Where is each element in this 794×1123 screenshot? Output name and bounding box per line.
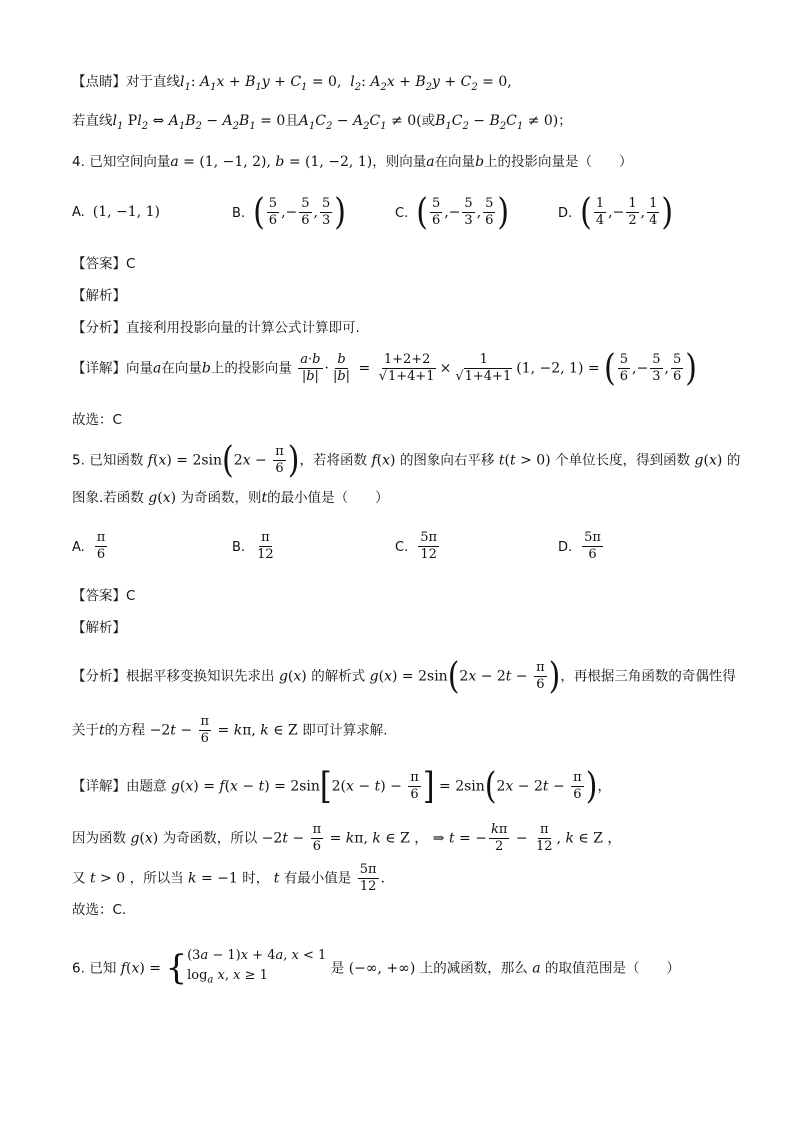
q5-stem-2: 图象.若函数 g(x) 为奇函数，则t的最小值是（ ）	[72, 490, 389, 506]
q4-answer: 【答案】C	[72, 256, 136, 272]
tip-label: 【点睛】	[72, 74, 126, 90]
q4-choice: 故选：C	[72, 412, 122, 428]
q4-detail: 【详解】向量a在向量b上的投影向量 $\frac{a\cdot b}{|b|}$ · $\frac{b}{|b|}$ = $\frac{1+2+2}{√1+4+1}$ × $\frac{1}{√1+4+1}$ (1, −2, 1) = ( $\frac{5}{6}$ ,− $\frac{5}{3}$ , $\frac{5}{6}$ )	[72, 346, 697, 389]
q5-stem-1: 5. 已知函数 f(x) = 2sin(2x − $\frac{\pi}{6}$ )，若将函数 f(x) 的图象向右平移 t(t > 0) 个单位长度，得到函数 g(x) 的	[72, 438, 741, 481]
q4-analysis-label: 【解析】	[72, 288, 126, 304]
q6-stem: 6. 已知 f(x) = { (3a − 1)x + 4a, x < 1 $\log_a x$, x ≥ 1 是 (−∞, +∞) 上的减函数，那么 a 的取值范围是（ ）	[72, 948, 681, 989]
q5-option-b[interactable]: B. $\frac{\pi}{12}$	[232, 530, 274, 562]
q5-detail-2: 因为函数 g(x) 为奇函数，所以 −2t − $\frac{\pi}{6}$ = kπ, k ∈ Z ， ⇒ t = − $\frac{k\pi}{2}$ − $\frac{\pi}{12}$ , k ∈ Z ，	[72, 822, 622, 854]
q4-fenxi: 【分析】直接利用投影向量的计算公式计算即可.	[72, 320, 360, 336]
q4-option-d[interactable]: D. ( $\frac{1}{4}$ ,− $\frac{1}{2}$ , $\frac{1}{4}$ )	[558, 190, 674, 233]
tip-line-2: 若直线$l_1$ $Pl_2$ ⇔ $A_1B_2 - A_2B_1 = 0$且$A_1C_2 - A_2C_1 \ne 0$(或$B_1C_2 - B_2C_1 \ne 0$)；	[72, 113, 572, 132]
q5-fenxi-1: 【分析】根据平移变换知识先求出 g(x) 的解析式 g(x) = 2sin(2x − 2t − $\frac{\pi}{6}$ )，再根据三角函数的奇偶性得	[72, 654, 736, 697]
q5-option-c[interactable]: C. $\frac{5\pi}{12}$	[395, 530, 438, 562]
q5-fenxi-2: 关于t的方程 −2t − $\frac{\pi}{6}$ = kπ, k ∈ Z 即可计算求解.	[72, 714, 388, 746]
q5-choice: 故选：C.	[72, 902, 127, 918]
q4-option-c[interactable]: C. ( $\frac{5}{6}$ ,− $\frac{5}{3}$ , $\frac{5}{6}$ )	[395, 190, 510, 233]
q5-detail-3: 又 t > 0 ，所以当 k = −1 时， t 有最小值是 $\frac{5\pi}{12}$ .	[72, 862, 386, 894]
q4-option-b[interactable]: B. ( $\frac{5}{6}$ ,− $\frac{5}{6}$ , $\frac{5}{3}$ )	[232, 190, 346, 233]
q4-stem: 4. 已知空间向量a = (1, −1, 2), b = (1, −2, 1)，则向量a在向量b上的投影向量是（ ）	[72, 154, 633, 170]
q5-option-a[interactable]: A. $\frac{\pi}{6}$	[72, 530, 106, 562]
q5-answer: 【答案】C	[72, 588, 136, 604]
q5-detail-1: 【详解】由题意 g(x) = f(x − t) = 2sin[2(x − t) − $\frac{\pi}{6}$ ] = 2sin(2x − 2t − $\frac{\pi}{6}$ )，	[72, 764, 612, 807]
q5-analysis-label: 【解析】	[72, 620, 126, 636]
tip-line-1: 【点睛】对于直线$l_1$: $A_1x + B_1y + C_1 = 0$, $l_2$: $A_2x + B_2y + C_2 = 0$,	[72, 74, 512, 93]
q5-option-d[interactable]: D. $\frac{5\pi}{6}$	[558, 530, 601, 562]
q4-option-a[interactable]: A. (1, −1, 1)	[72, 204, 160, 220]
